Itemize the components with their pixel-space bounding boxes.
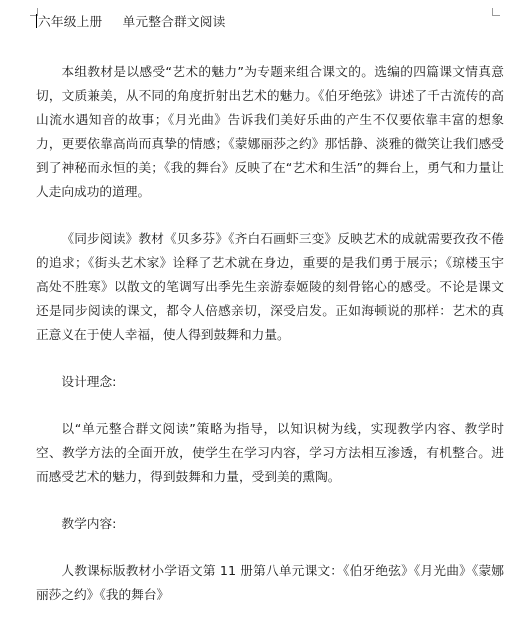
title-topic: 单元整合群文阅读 (122, 14, 226, 29)
paragraph-intro: 本组教材是以感受“艺术的魅力”为专题来组合课文的。选编的四篇课文情真意切，文质兼美，从不同的角度折射出艺术的魅力。《伯牙绝弦》讲述了千古流传的高山流水遇知音的故事；《月光曲》告诉我们美好乐曲的产生不仅要依靠丰富的想象力，更要依靠高尚而真挚的情感；《蒙娜丽莎之约》那恬静、淡雅的微笑让我们感受到了神秘而永恒的美；《我的舞台》反映了在“艺术和生活”的舞台上，勇气和力量让人走向成功的道理。 (36, 64, 504, 199)
paragraph-sync-reading: 《同步阅读》教材《贝多芬》《齐白石画虾三变》反映艺术的成就需要孜孜不倦的追求；《街头艺术家》诠释了艺术就在身边，重要的是我们勇于展示；《琼楼玉宇高处不胜寒》以散文的笔调写出季先生亲游泰姬陵的刻骨铭心的感受。不论是课文还是同步阅读的课文，都令人倍感亲切，深受启发。正如海顿说的那样：艺术的真正意义在于使人幸福，使人得到鼓舞和力量。 (36, 231, 504, 342)
text-cursor (36, 14, 37, 28)
document-title (36, 10, 504, 34)
paragraph-design-concept: 以“单元整合群文阅读”策略为指导，以知识树为线，实现教学内容、教学时空、教学方法的全面开放，使学生在学习内容，学习方法相互渗透，有机整合。进而感受艺术的魅力，得到鼓舞和力量，受到美的熏陶。 (36, 421, 504, 484)
title-grade: 六年级上册 (38, 14, 103, 29)
paragraph-teaching-content: 人教课标版教材小学语文第 11 册第八单元课文：《伯牙绝弦》《月光曲》《蒙娜丽莎之约》《我的舞台》 (36, 563, 504, 602)
heading-teaching-content: 教学内容: (61, 516, 117, 531)
document-body[interactable] (36, 10, 504, 607)
heading-design-concept: 设计理念: (61, 374, 117, 389)
